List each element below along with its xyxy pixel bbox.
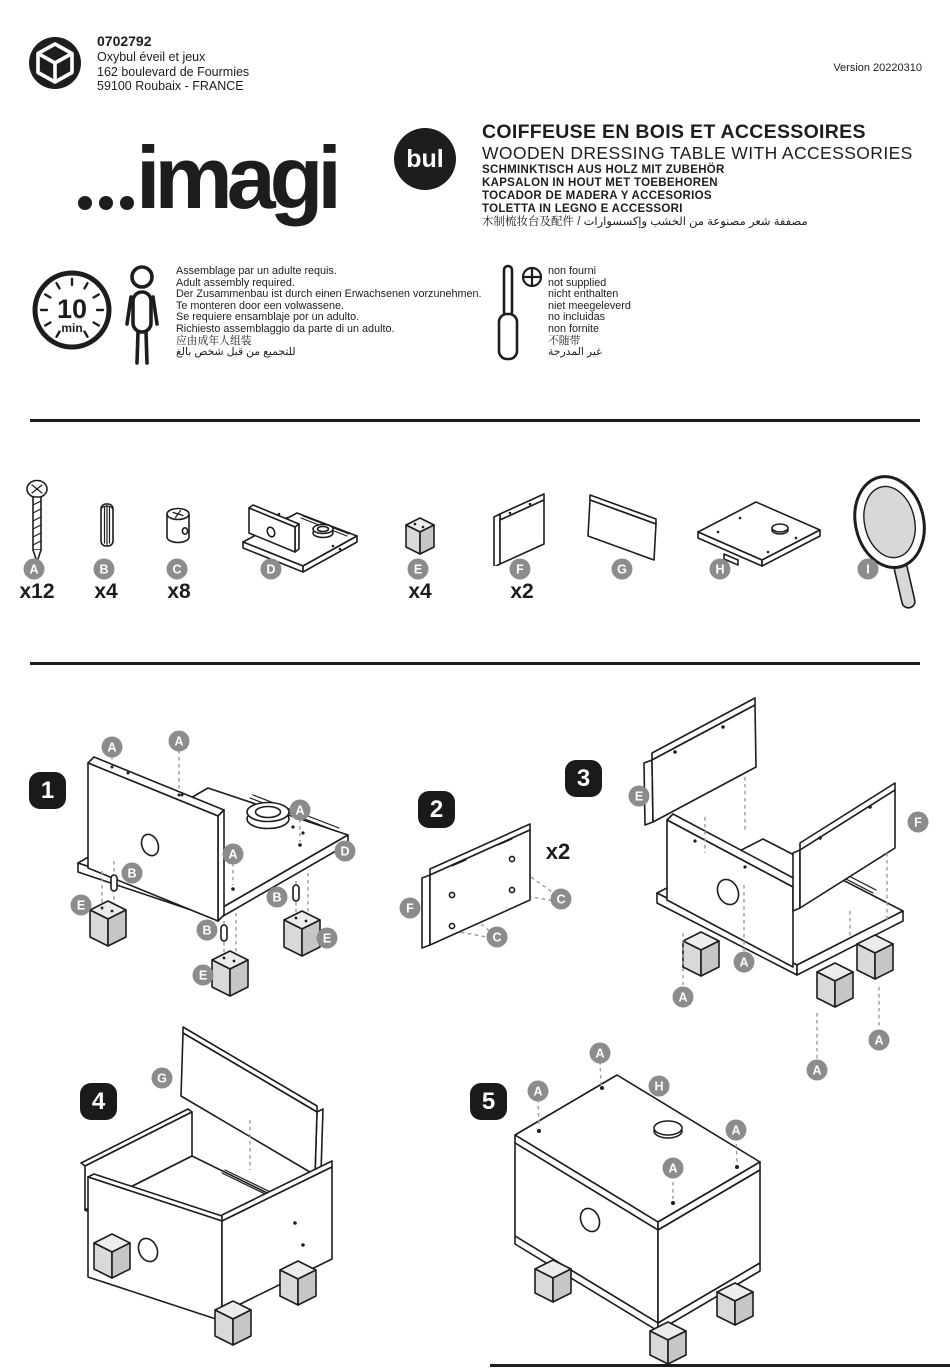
callout-a: A	[528, 1081, 549, 1102]
callout-a: A	[673, 987, 694, 1008]
callout-f: F	[400, 898, 421, 919]
part-f-side-panel-drawing	[486, 486, 556, 566]
callout-a: A	[590, 1043, 611, 1064]
callout-a: A	[223, 844, 244, 865]
callout-a: A	[807, 1060, 828, 1081]
callout-b: B	[122, 863, 143, 884]
note-line: nicht enthalten	[548, 288, 619, 301]
callout-e: E	[629, 786, 650, 807]
adult-person-icon	[112, 263, 172, 373]
product-code: 0702792	[97, 33, 152, 49]
callout-b: B	[197, 920, 218, 941]
title-it: TOLETTA IN LEGNO E ACCESSORI	[482, 203, 683, 215]
step-4-badge: 4	[80, 1083, 117, 1120]
part-qty-f: x2	[510, 580, 534, 603]
version-label: Version 20220310	[833, 62, 922, 74]
clock-10min-icon	[30, 268, 114, 352]
step-1-badge: 1	[29, 772, 66, 809]
note-line: no incluidas	[548, 311, 606, 324]
callout-c: C	[551, 889, 572, 910]
part-label-h: H	[710, 559, 731, 580]
note-line: non fourni	[548, 265, 597, 277]
screwdriver-icon	[492, 263, 552, 363]
part-qty-e: x4	[408, 580, 432, 603]
note-line: Assemblage par un adulte requis.	[176, 265, 337, 277]
part-label-g: G	[612, 559, 633, 580]
callout-g: G	[152, 1068, 173, 1089]
step-4-drawing	[70, 1025, 425, 1360]
svg-text:10: 10	[56, 294, 88, 324]
logo-dots	[120, 196, 134, 210]
step-5-drawing	[455, 1045, 905, 1370]
svg-text:min: min	[61, 321, 83, 335]
callout-a: A	[290, 800, 311, 821]
callout-e: E	[193, 965, 214, 986]
note-line: Der Zusammenbau ist durch einen Erwachsenen vorzunehmen.	[176, 288, 482, 301]
logo-wordmark: imagi	[136, 128, 336, 227]
divider-bottom	[490, 1364, 950, 1367]
callout-a: A	[869, 1030, 890, 1051]
callout-h: H	[649, 1076, 670, 1097]
note-line: non fornite	[548, 322, 600, 335]
step-2-badge: 2	[418, 791, 455, 828]
note-line: غير المدرجة	[548, 346, 602, 359]
note-line: Te monteren door een volwassene.	[176, 299, 345, 312]
part-label-a: A	[24, 559, 45, 580]
brand-cube-icon	[27, 35, 83, 91]
callout-c: C	[487, 927, 508, 948]
part-label-f: F	[510, 559, 531, 580]
step-3-drawing	[595, 695, 940, 1090]
title-fr: COIFFEUSE EN BOIS ET ACCESSOIRES	[482, 121, 866, 143]
title-nl: KAPSALON IN HOUT MET TOEBEHOREN	[482, 177, 718, 189]
callout-e: E	[71, 895, 92, 916]
note-line: للتجميع من قبل شخص بالغ	[176, 346, 296, 359]
title-en: WOODEN DRESSING TABLE WITH ACCESSORIES	[482, 143, 913, 163]
divider-top	[30, 419, 920, 422]
callout-e: E	[317, 928, 338, 949]
part-c-cam-lock-drawing	[158, 503, 198, 555]
title-zh-ar: 木制梳妆台及配件 / مصففة شعر مصنوعة من الخشب وإكسسوارات	[482, 216, 808, 228]
company-name: Oxybul éveil et jeux	[97, 50, 206, 64]
note-line: not supplied	[548, 276, 607, 289]
part-label-b: B	[94, 559, 115, 580]
not-supplied-notes	[548, 266, 631, 359]
callout-a: A	[734, 952, 755, 973]
callout-a: A	[726, 1120, 747, 1141]
step-5-badge: 5	[470, 1083, 507, 1120]
divider-middle	[30, 662, 920, 665]
part-i-mirror-drawing	[848, 464, 933, 614]
callout-b: B	[267, 887, 288, 908]
note-line: 不随带	[548, 334, 581, 347]
callout-a: A	[169, 731, 190, 752]
part-qty-b: x4	[94, 580, 118, 603]
address-line2: 59100 Roubaix - FRANCE	[97, 79, 244, 93]
step-2-multiplier: x2	[545, 839, 571, 864]
logo-dots	[78, 196, 92, 210]
address-line1: 162 boulevard de Fourmies	[97, 64, 250, 79]
callout-d: D	[335, 841, 356, 862]
part-b-dowel-drawing	[92, 496, 122, 558]
note-line: Richiesto assemblaggio da parte di un adulto.	[176, 322, 395, 335]
part-e-foot-drawing	[398, 512, 442, 564]
part-g-back-panel-drawing	[584, 490, 664, 568]
note-line: Se requiere ensamblaje por un adulto.	[176, 311, 360, 324]
part-qty-a: x12	[19, 580, 55, 603]
company-address	[97, 50, 249, 94]
part-label-d: D	[261, 559, 282, 580]
callout-a: A	[663, 1158, 684, 1179]
part-a-screw-drawing	[12, 478, 62, 570]
step-3-badge: 3	[565, 760, 602, 797]
note-line: 应由成年人组装	[176, 334, 252, 347]
part-d-base-panel-drawing	[235, 486, 365, 581]
part-label-i: I	[858, 559, 879, 580]
part-label-e: E	[408, 559, 429, 580]
callout-f: F	[908, 812, 929, 833]
logo-dots	[99, 196, 113, 210]
title-de: SCHMINKTISCH AUS HOLZ MIT ZUBEHÖR	[482, 164, 725, 176]
logo-bul-badge: bul	[394, 128, 456, 190]
title-es: TOCADOR DE MADERA Y ACCESORIOS	[482, 190, 712, 202]
adult-assembly-notes	[176, 266, 481, 359]
note-line: niet meegeleverd	[548, 299, 631, 312]
callout-a: A	[102, 737, 123, 758]
part-qty-c: x8	[167, 580, 191, 603]
part-label-c: C	[167, 559, 188, 580]
note-line: Adult assembly required.	[176, 276, 295, 289]
